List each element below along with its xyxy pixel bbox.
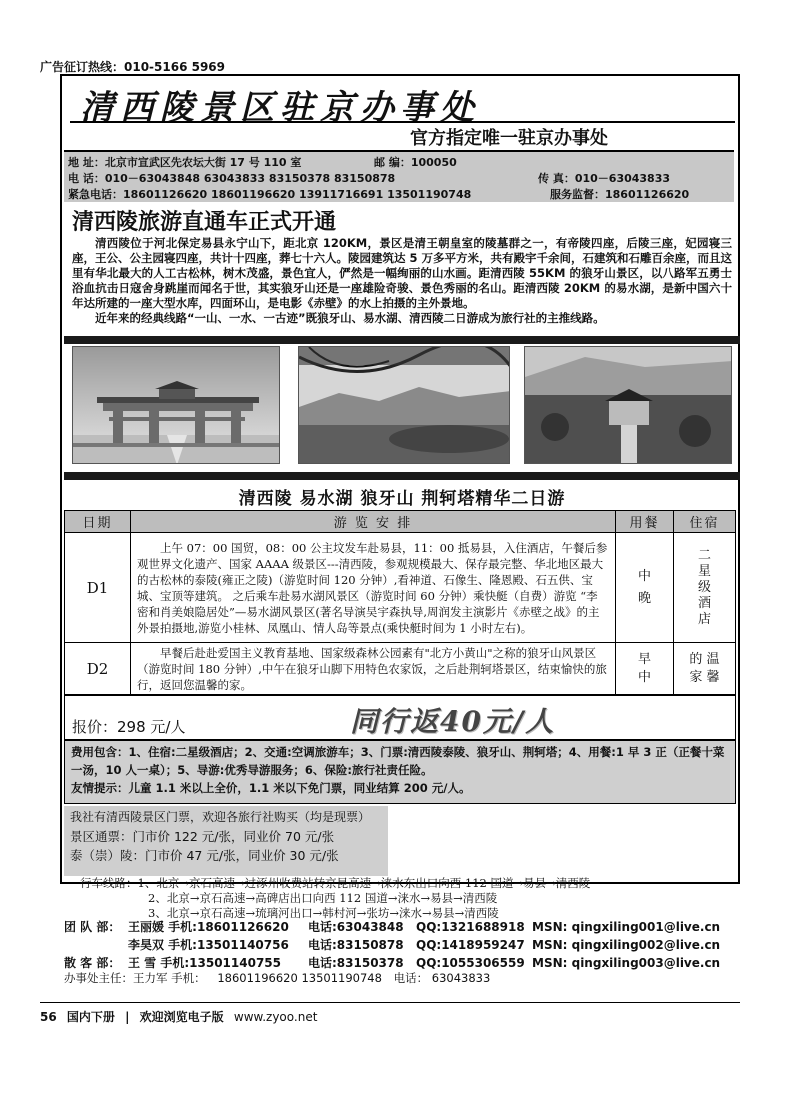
title-divider (70, 121, 735, 123)
phone: 电 话：010－63043848 63043833 83150378 83150878 (68, 172, 396, 185)
landscape-image (299, 347, 510, 464)
meal-cell (616, 643, 674, 696)
office-label: 办事处主任：王力军 手机： (64, 971, 206, 985)
stay-cell (674, 533, 736, 643)
col-meal: 用餐 (616, 511, 674, 533)
staff-name: 李昊双 手机:13501140756 (128, 938, 289, 952)
service-supervision: 服务监督：18601126620 (550, 188, 690, 201)
staff-dept: 散 客 部： (64, 956, 121, 970)
day-cell: D2 (65, 643, 131, 696)
stone-archway-image (73, 347, 280, 464)
staff-dept: 团 队 部： (64, 920, 121, 934)
slogan: 官方指定唯一驻京办事处 (410, 128, 608, 149)
stay-char: 的 温 (689, 652, 720, 667)
staff-msn: MSN: qingxiling003@live.cn (532, 956, 721, 970)
intro-paragraph: 清西陵位于河北保定易县永宁山下，距北京 120KM，景区是清王朝皇室的陵墓群之一，有帝陵四座，后陵三座，妃园寝三座，王公、公主园寝四座，共计十四座，葬七十六人。陵园建筑达 5 万多平方米，共有殿宇千余间，石建筑和石雕百余座，而且这里有华北最大的人工古松林，树木茂盛，景色宜人，俨然是一幅绚丽的山水画。距清西陵 55KM 的狼牙山景区，以八路军五勇士浴血抗击日寇舍身跳崖而闻名于世，其实狼牙山还是一座雄险奇骏、景色秀丽的名山。距清西陵 20KM 的易水湖，是新中国六十年达所建的一座大型水库，四面环山，是电影《赤壁》的水上拍摄的主外景地。 (72, 236, 733, 310)
stay-char: 级 (697, 579, 711, 595)
staff-tel: 电话:63043848 (308, 920, 404, 934)
ticket-gate: 景区通票：门市价 122 元/张，同业价 70 元/张 (70, 829, 335, 844)
photo-band-top (64, 336, 740, 344)
meal-item: 晚 (637, 590, 651, 606)
schedule-cell: 上午 07：00 国贸，08：00 公主坟发车赴易县，11：00 抵易县，入住酒店，午餐后参观世界文化遗产、国家 AAAA 级景区---清西陵，参观规模最大、保存最完整、华北地区最大的古松林的泰陵(雍正之陵)（游览时间 120 分钟）,看神道、石像生、隆恩殿、石五供、宝城、宝顶等建筑。 之后乘车赴易水湖风景区（游览时间 60 分钟）乘快艇（自费）游览 “李密和肖美娘隐居处”—易水湖风景区(著名导演吴宇森执导,周润发主演影片《赤壁之战》的主外景拍摄地,游览小桂林、凤凰山、情人岛等景点(乘快艇时间为 1 小时左右)。 (131, 533, 616, 643)
staff-name: 王丽媛 手机:18601126620 (128, 920, 289, 934)
page-number: 56 (40, 1010, 57, 1024)
stay-char: 二 (697, 547, 711, 563)
ticket-intro: 我社有清西陵景区门票，欢迎各旅行社购买（均是现票） (70, 810, 371, 824)
staff-qq: QQ:1321688918 (416, 920, 525, 934)
col-schedule: 游 览 安 排 (131, 511, 616, 533)
col-stay: 住宿 (674, 511, 736, 533)
office-tel: 电话： 63043833 (393, 971, 491, 985)
route-line: 2、北京→京石高速→高碑店出口向西 112 国道→涞水→易县→清西陵 (148, 891, 498, 905)
table-row (65, 533, 736, 643)
footer-divider (40, 1002, 740, 1003)
stay-char: 家 馨 (689, 670, 720, 685)
staff-qq: QQ:1418959247 (416, 938, 525, 952)
itinerary-table (64, 510, 736, 696)
fax: 传 真：010－63043833 (538, 172, 671, 185)
page-footer (40, 1008, 323, 1025)
friendly-note: 友情提示：儿童 1.1 米以上全价，1.1 米以下免门票，同业结算 200 元/人。 (71, 781, 471, 795)
meal-item: 中 (637, 568, 651, 584)
stay-char: 酒 (697, 595, 711, 611)
photo-landscape (298, 346, 510, 464)
staff-tel: 电话:83150878 (308, 938, 404, 952)
photo-tomb-complex (524, 346, 732, 464)
stay-char: 店 (697, 611, 711, 627)
tour-title: 清西陵 易水湖 狼牙山 荆轲塔精华二日游 (238, 489, 566, 509)
table-header-row (65, 511, 736, 533)
ticket-tai: 泰（崇）陵：门市价 47 元/张，同业价 30 元/张 (70, 848, 339, 863)
tomb-complex-image (525, 347, 732, 464)
schedule-cell: 早餐后赴赴爱国主义教育基地、国家级森林公园素有"北方小黄山"之称的狼牙山风景区（游览时间 180 分钟）,中午在狼牙山脚下用特色农家饭，之后赴荆轲塔景区，结束愉快的旅行，返回您温馨的家。 (131, 643, 616, 696)
office-mobiles: 18601196620 13501190748 (217, 971, 382, 985)
photo-stone-archway (72, 346, 280, 464)
stay-cell (674, 643, 736, 696)
footer-separator: | (125, 1010, 130, 1024)
staff-tel: 电话:83150378 (308, 956, 404, 970)
main-title: 清西陵景区驻京办事处 (80, 88, 480, 128)
meal-cell (616, 533, 674, 643)
intro-text (72, 236, 732, 326)
staff-contacts (64, 918, 744, 972)
footer-url[interactable]: www.zyoo.net (233, 1010, 318, 1024)
emergency-phone: 紧急电话：18601126620 18601196620 13911716691 13501190748 (68, 188, 472, 201)
price-promo: 同行返40元/人 (350, 705, 556, 738)
ticket-box (64, 806, 388, 876)
footer-slogan: 欢迎浏览电子版 (139, 1010, 224, 1024)
contact-box (64, 150, 734, 202)
routes (80, 876, 590, 921)
address: 地 址：北京市宣武区先农坛大街 17 号 110 室 (68, 156, 302, 169)
staff-row (64, 918, 744, 936)
staff-msn: MSN: qingxiling001@live.cn (532, 920, 721, 934)
price-label: 报价：298 元/人 (72, 718, 186, 736)
day-cell: D1 (65, 533, 131, 643)
route-line: 3、北京→京石高速→琉璃河出口→韩村河→张坊→涞水→易县→清西陵 (148, 906, 499, 920)
fee-box (64, 740, 736, 804)
route-line: 行车线路：1、北京→京石高速→过涿州收费站转京昆高速→涞水东出口向西 112 国道→易县→清西陵 (80, 876, 591, 890)
col-date: 日期 (65, 511, 131, 533)
staff-row (64, 936, 744, 954)
stay-char: 星 (697, 563, 711, 579)
photo-band-bottom (64, 472, 740, 480)
table-row (65, 643, 736, 696)
postcode: 邮 编：100050 (374, 156, 457, 169)
staff-qq: QQ:1055306559 (416, 956, 525, 970)
section-title: 清西陵旅游直通车正式开通 (72, 210, 337, 235)
ad-hotline: 广告征订热线：010-5166 5969 (40, 60, 226, 74)
meal-item: 早 (637, 652, 651, 667)
footer-section: 国内下册 (66, 1010, 115, 1024)
staff-name: 王 雪 手机:13501140755 (128, 956, 282, 970)
intro-paragraph: 近年来的经典线路“一山、一水、一古迹”既狼牙山、易水湖、清西陵二日游成为旅行社的主推线路。 (95, 311, 605, 325)
staff-msn: MSN: qingxiling002@live.cn (532, 938, 721, 952)
office-director (64, 970, 498, 986)
fee-included: 费用包含：1、住宿:二星级酒店；2、交通:空调旅游车；3、门票:清西陵泰陵、狼牙山、荆轲塔；4、用餐:1 早 3 正（正餐十菜一汤，10 人一桌）；5、导游:优秀导游服务；6、保险:旅行社责任险。 (71, 745, 725, 777)
meal-item: 中 (637, 670, 651, 685)
